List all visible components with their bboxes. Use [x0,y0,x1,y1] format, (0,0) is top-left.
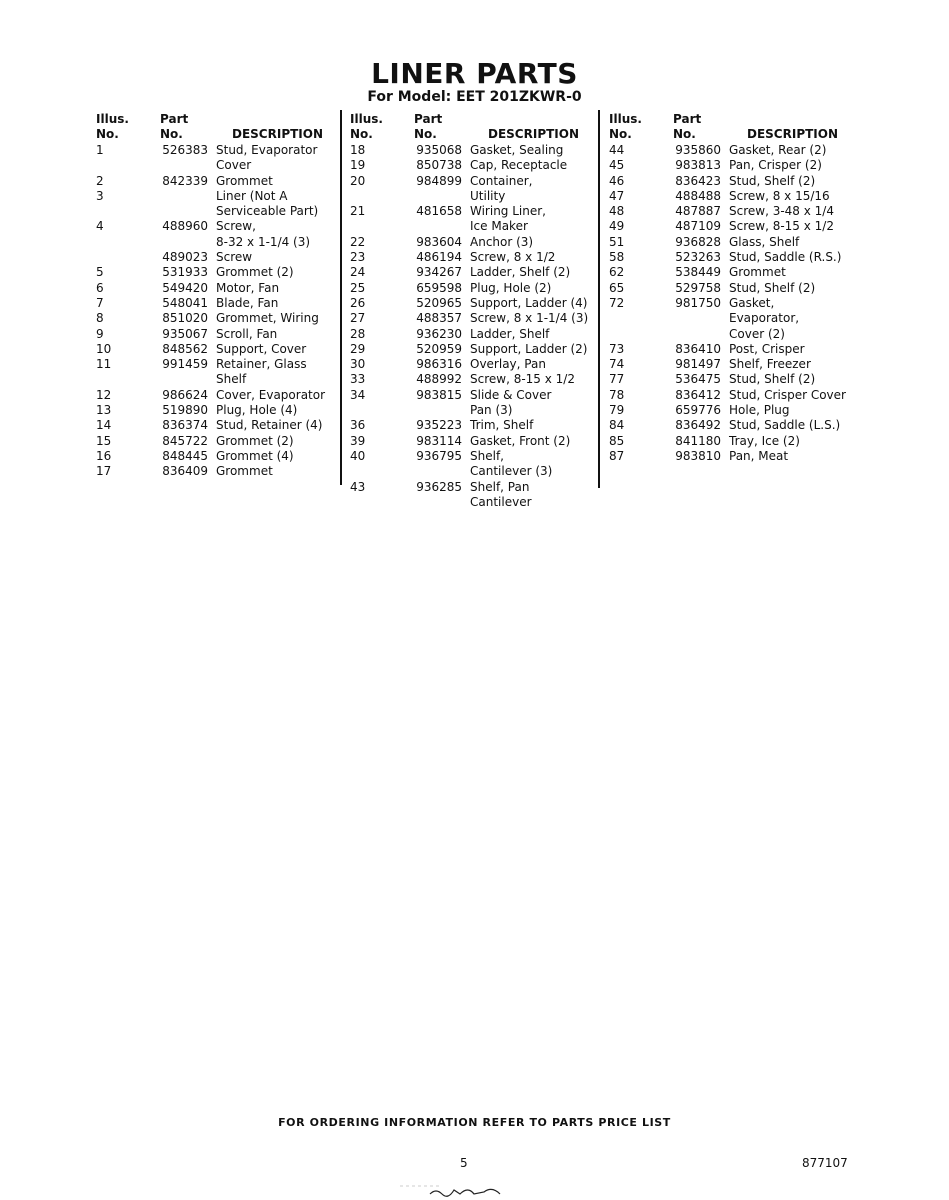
document-number: 877107 [802,1156,848,1170]
table-row [609,174,846,189]
part-number [134,189,216,220]
part-number: 488960 [162,219,208,234]
header-illus: Illus. No. [96,112,129,141]
part-description: Pan, Crisper (2) [729,158,822,173]
part-number: 523263 [675,250,721,265]
table-row [609,281,846,296]
illus-number: 21 [350,204,366,219]
illus-number: 49 [609,219,625,234]
table-row [96,403,325,418]
illus-number: 79 [609,403,625,418]
part-description: Support, Ladder (4) [470,295,588,310]
illus-number: 48 [609,204,625,219]
part-description: Grommet (4) [216,448,294,463]
header-illus: Illus. No. [350,112,383,141]
part-description: Post, Crisper [729,341,805,356]
part-description: Liner (Not A Serviceable Part) [216,188,319,219]
part-description: Wiring Liner, Ice Maker [470,204,546,234]
part-description: Plug, Hole (2) [470,280,552,295]
part-number: 836492 [675,418,721,433]
part-description: Screw, 8-15 x 1/2 [729,219,834,234]
illus-number: 36 [350,418,366,433]
part-description: Blade, Fan [216,295,279,310]
table-row [609,342,846,357]
column-divider [340,110,342,485]
part-number: 983813 [675,158,721,173]
parts-table [96,143,325,480]
part-number: 488357 [416,311,462,326]
table-row [609,219,846,234]
illus-number: 18 [350,143,366,157]
table-row [96,296,325,311]
illus-number: 74 [609,357,625,372]
part-number: 531933 [162,265,208,280]
part-number: 981750 [675,295,721,310]
part-number: 520959 [416,341,462,356]
table-row [609,296,846,342]
illus-number: 45 [609,158,625,173]
header-description: DESCRIPTION [488,127,580,141]
part-description: Stud, Shelf (2) [729,280,816,295]
table-row [609,403,846,418]
illus-number: 7 [96,295,104,310]
part-description: Gasket, Evaporator, Cover (2) [729,295,800,341]
part-description: Slide & Cover Pan (3) [470,387,552,418]
part-number: 659598 [416,280,462,295]
part-description: Screw, 8 x 15/16 [729,188,830,203]
part-number: 519890 [162,403,208,418]
table-row [609,434,846,449]
illus-number: 39 [350,433,366,448]
part-number: 842339 [162,173,208,188]
part-description: Screw [216,250,253,265]
table-row [96,464,325,479]
part-number: 529758 [675,280,721,295]
table-row [350,418,588,433]
table-row [96,219,325,250]
part-description: Ladder, Shelf [470,326,550,341]
part-description: Stud, Retainer (4) [216,418,323,433]
table-row [350,434,588,449]
table-row [350,265,588,280]
illus-number: 84 [609,418,625,433]
table-row [96,434,325,449]
illus-number: 24 [350,265,366,280]
illus-number: 17 [96,464,112,479]
table-row [350,281,588,296]
table-row [609,265,846,280]
part-description: Screw, 8 x 1/2 [470,250,556,265]
part-number: 935068 [416,143,462,157]
part-description: Shelf, Freezer [729,357,811,372]
table-row [96,281,325,296]
illus-number: 15 [96,433,112,448]
illus-number: 47 [609,188,625,203]
part-number: 986624 [162,387,208,402]
part-number: 836409 [162,464,208,479]
illus-number: 26 [350,295,366,310]
table-row [350,372,588,387]
part-number: 520965 [416,295,462,310]
illus-number: 13 [96,403,112,418]
part-number: 935067 [162,326,208,341]
part-number: 489023 [162,250,208,265]
part-number: 934267 [416,265,462,280]
page-number: 5 [460,1156,468,1170]
header-part: Part No. [673,112,702,141]
illus-number: 65 [609,280,625,295]
column-divider [598,110,600,488]
illus-number: 6 [96,280,104,295]
part-number: 848445 [162,448,208,463]
header-description: DESCRIPTION [747,127,839,141]
illus-number: 14 [96,418,112,433]
part-description: Gasket, Front (2) [470,433,571,448]
table-row [609,418,846,433]
illus-number: 58 [609,250,625,265]
illus-number: 1 [96,143,104,157]
illus-number: 12 [96,387,112,402]
table-row [96,342,325,357]
part-description: Container, Utility [470,173,533,203]
part-description: Stud, Shelf (2) [729,372,816,387]
illus-number: 2 [96,173,104,188]
part-number: 526383 [162,143,208,157]
part-description: Ladder, Shelf (2) [470,265,571,280]
illus-number: 10 [96,341,112,356]
part-number: 983815 [416,387,462,402]
ordering-note: FOR ORDERING INFORMATION REFER TO PARTS PRICE LIST [278,1116,671,1129]
table-row [350,327,588,342]
table-row [96,327,325,342]
part-description: Screw, 3-48 x 1/4 [729,204,834,219]
illus-number: 73 [609,341,625,356]
part-number: 936230 [416,326,462,341]
part-number: 548041 [162,295,208,310]
part-description: Grommet [216,464,273,479]
table-row [96,357,325,388]
illus-number: 27 [350,311,366,326]
illus-number: 34 [350,387,366,402]
part-description: Grommet [729,265,786,280]
illus-number: 8 [96,311,104,326]
illus-number [96,250,134,265]
illus-number: 78 [609,387,625,402]
part-description: Stud, Evaporator Cover [216,143,318,173]
part-number: 486194 [416,250,462,265]
part-description: Anchor (3) [470,234,534,249]
parts-table [609,143,846,464]
part-number: 981497 [675,357,721,372]
part-number: 850738 [416,158,462,173]
part-description: Retainer, Glass Shelf [216,357,307,387]
part-description: Screw, 8-32 x 1-1/4 (3) [216,219,311,249]
table-row [350,449,588,480]
part-number: 488992 [416,372,462,387]
table-row [96,174,325,189]
table-row [350,250,588,265]
part-number: 487887 [675,204,721,219]
part-description: Pan, Meat [729,448,789,463]
part-description: Trim, Shelf [470,418,534,433]
part-description: Gasket, Sealing [470,143,564,157]
illus-number: 11 [96,357,112,372]
part-description: Grommet (2) [216,433,294,448]
part-number: 936285 [416,479,462,494]
illus-number: 9 [96,326,104,341]
illus-number: 44 [609,143,625,157]
part-description: Grommet [216,173,273,188]
part-number: 935860 [675,143,721,157]
part-number: 848562 [162,341,208,356]
part-number: 851020 [162,311,208,326]
table-row [96,143,325,174]
part-number: 841180 [675,433,721,448]
part-description: Glass, Shelf [729,234,800,249]
illus-number: 77 [609,372,625,387]
table-row [609,189,846,204]
part-number: 536475 [675,372,721,387]
part-number: 538449 [675,265,721,280]
part-number: 936795 [416,448,462,463]
illus-number: 85 [609,433,625,448]
illus-number: 30 [350,357,366,372]
part-description: Grommet (2) [216,265,294,280]
part-description: Overlay, Pan [470,357,546,372]
parts-table [350,143,588,510]
illus-number: 4 [96,219,104,234]
part-number: 984899 [416,173,462,188]
column-header [609,112,849,143]
table-row [350,174,588,205]
part-description: Stud, Crisper Cover [729,387,846,402]
illus-number: 43 [350,479,366,494]
table-row [96,418,325,433]
table-row [609,250,846,265]
illus-number: 62 [609,265,625,280]
part-number: 836412 [675,387,721,402]
table-row [609,357,846,372]
illus-number: 46 [609,173,625,188]
table-row [609,235,846,250]
part-description: Support, Cover [216,341,307,356]
model-subtitle: For Model: EET 201ZKWR-0 [367,89,582,105]
part-number: 659776 [675,403,721,418]
part-description: Stud, Saddle (R.S.) [729,250,842,265]
part-number: 488488 [675,188,721,203]
illus-number: 22 [350,234,366,249]
table-row [96,189,325,220]
part-description: Stud, Saddle (L.S.) [729,418,841,433]
handwritten-mark [400,1178,530,1200]
header-part: Part No. [414,112,443,141]
part-number: 991459 [162,357,208,372]
header-part: Part No. [160,112,189,141]
part-description: Support, Ladder (2) [470,341,588,356]
illus-number: 3 [96,188,104,203]
illus-number: 20 [350,173,366,188]
table-row [350,235,588,250]
parts-column-3 [609,112,849,464]
part-description: Gasket, Rear (2) [729,143,827,157]
table-row [609,204,846,219]
illus-number: 23 [350,250,366,265]
illus-number: 72 [609,295,625,310]
table-row [350,204,588,235]
table-row [96,265,325,280]
table-row [350,342,588,357]
part-description: Shelf, Cantilever (3) [470,448,553,479]
part-number: 986316 [416,357,462,372]
illus-number: 28 [350,326,366,341]
illus-number: 51 [609,234,625,249]
part-number: 983604 [416,234,462,249]
illus-number: 29 [350,341,366,356]
part-description: Tray, Ice (2) [729,433,800,448]
part-description: Cover, Evaporator [216,387,326,402]
part-number: 935223 [416,418,462,433]
header-illus: Illus. No. [609,112,642,141]
part-description: Stud, Shelf (2) [729,173,816,188]
page-title: LINER PARTS [371,57,578,90]
table-row [609,449,846,464]
part-number: 487109 [675,219,721,234]
table-row [609,158,846,173]
illus-number: 5 [96,265,104,280]
part-number: 845722 [162,433,208,448]
parts-column-2 [350,112,596,510]
table-row [350,388,588,419]
part-description: Cap, Receptacle [470,158,568,173]
table-row [96,449,325,464]
part-description: Plug, Hole (4) [216,403,298,418]
table-row [350,311,588,326]
table-row [350,357,588,372]
table-row [609,143,846,158]
part-number: 836410 [675,341,721,356]
table-row [609,388,846,403]
table-row [96,250,325,265]
part-description: Screw, 8-15 x 1/2 [470,372,575,387]
table-row [96,388,325,403]
part-description: Shelf, Pan Cantilever [470,479,532,509]
illus-number: 25 [350,280,366,295]
illus-number: 16 [96,448,112,463]
part-number: 836374 [162,418,208,433]
table-row [350,143,588,158]
illus-number: 33 [350,372,366,387]
table-row [96,311,325,326]
table-row [609,372,846,387]
part-description: Scroll, Fan [216,326,278,341]
part-number: 836423 [675,173,721,188]
table-row [350,158,588,173]
header-description: DESCRIPTION [232,127,324,141]
illus-number: 19 [350,158,366,173]
parts-column-1 [96,112,336,480]
table-row [350,480,588,511]
part-description: Motor, Fan [216,280,280,295]
part-description: Hole, Plug [729,403,790,418]
table-row [350,296,588,311]
illus-number: 40 [350,448,366,463]
part-number: 549420 [162,280,208,295]
part-number: 936828 [675,234,721,249]
part-number: 481658 [416,204,462,219]
column-header [350,112,596,143]
part-number: 983114 [416,433,462,448]
part-description: Screw, 8 x 1-1/4 (3) [470,311,589,326]
illus-number: 87 [609,448,625,463]
column-header [96,112,336,143]
part-number: 983810 [675,448,721,463]
part-description: Grommet, Wiring [216,311,319,326]
